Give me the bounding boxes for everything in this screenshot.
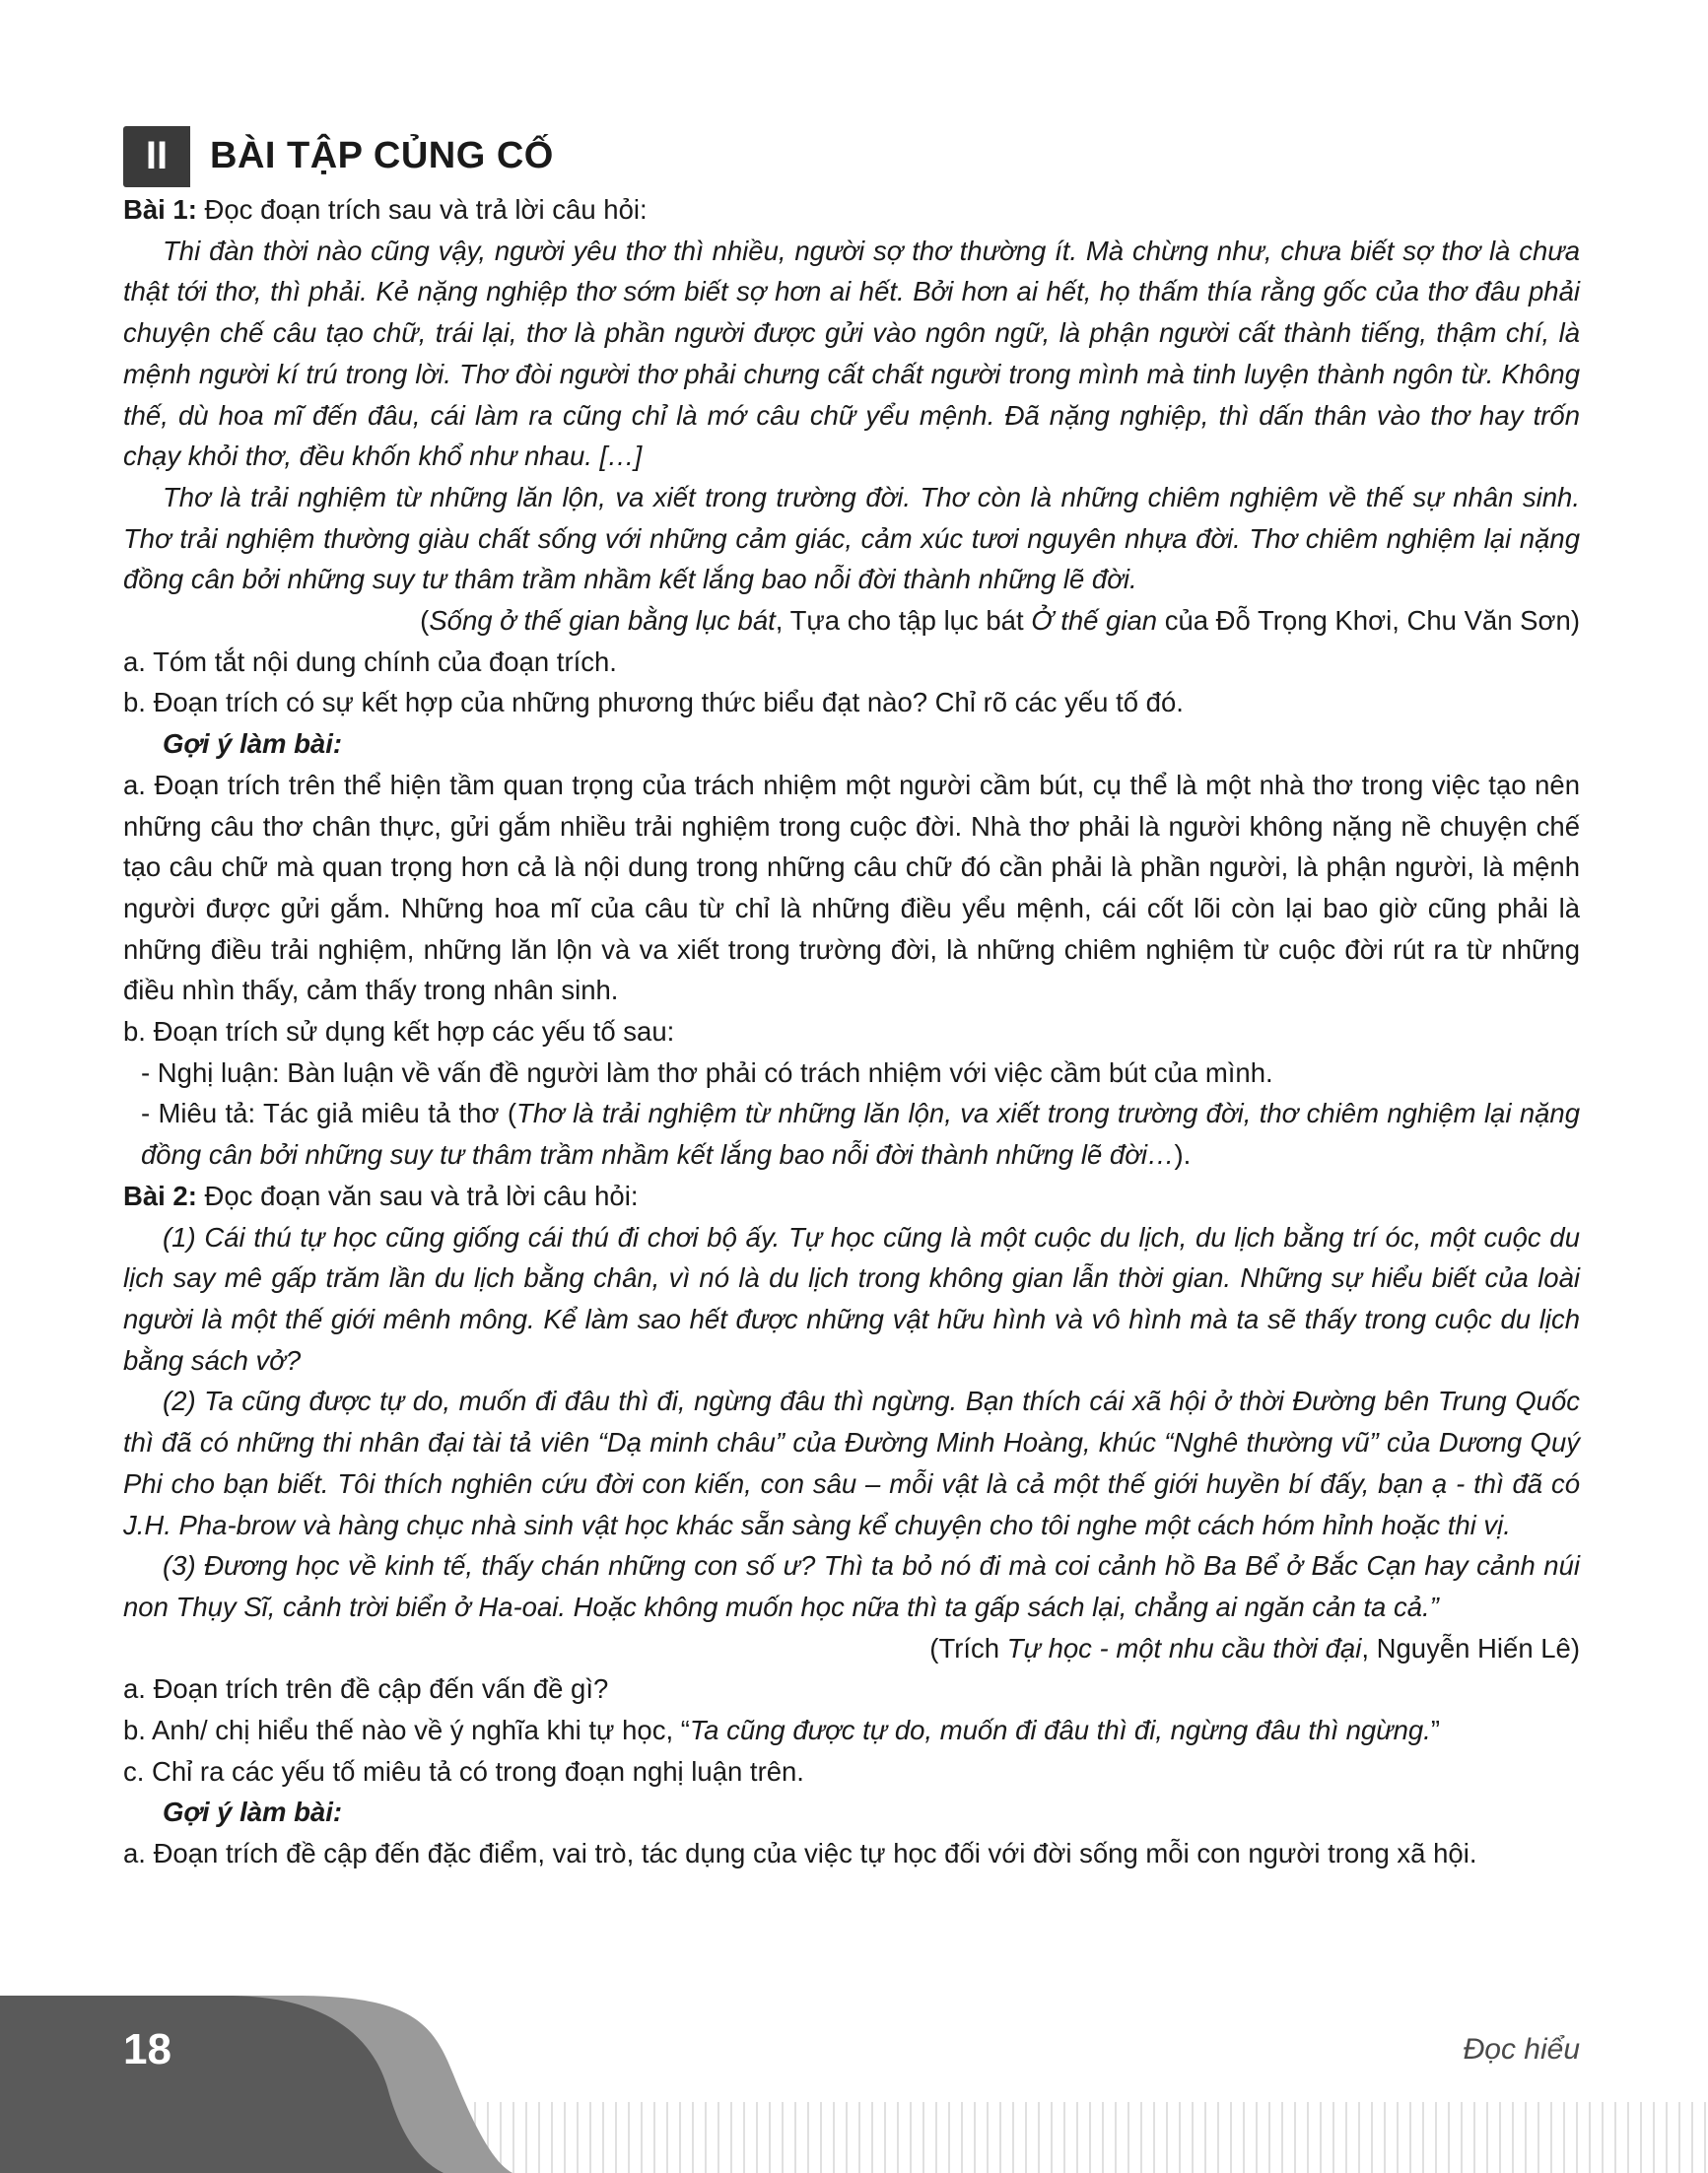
section-title: BÀI TẬP CỦNG CỐ xyxy=(210,135,554,177)
exercise-1-label: Bài 1: xyxy=(123,194,197,225)
exercise-1-hint-heading: Gợi ý làm bài: xyxy=(163,728,342,760)
exercise-1-question-a: a. Tóm tắt nội dung chính của đoạn trích. xyxy=(123,645,617,677)
exercise-2-answer-a: a. Đoạn trích đề cập đến đặc điểm, vai trò, tác dụng của việc tự học đối với đời sống mỗi con người trong xã hội. xyxy=(123,1838,1477,1869)
exercise-1-answer-b: b. Đoạn trích sử dụng kết hợp các yếu tố sau: xyxy=(123,1016,675,1048)
exercise-2-prompt: Bài 2: Đọc đoạn văn sau và trả lời câu hỏi: xyxy=(123,1180,639,1211)
exercise-2-passage-1: (1) Cái thú tự học cũng giống cái thú đi chơi bộ ấy. Tự học cũng là một cuộc du lịch, du lịch bằng trí óc, một cuộc du lịch say mê gấp trăm lần du lịch bằng chân, vì nó là du lịch trong không gian lẫn thời gian. Những sự hiểu biết của loài người là một thế giới mênh mông. Kể làm sao hết được những vật hữu hình và vô hình mà ta sẽ thấy trong cuộc du lịch bằng sách vở? xyxy=(123,1221,1580,1376)
page-number: 18 xyxy=(123,2025,171,2073)
exercise-1-question-b: b. Đoạn trích có sự kết hợp của những phương thức biểu đạt nào? Chỉ rõ các yếu tố đó. xyxy=(123,687,1184,718)
exercise-2-hint-heading: Gợi ý làm bài: xyxy=(163,1797,342,1828)
footer-label: Đọc hiểu xyxy=(1463,2033,1580,2066)
exercise-1-answer-b-item-2: - Miêu tả: Tác giả miêu tả thơ (Thơ là trải nghiệm từ những lăn lộn, va xiết trong trường đời, thơ chiêm nghiệm lại nặng đồng cân bởi những suy tư thâm trầm nhầm kết lắng bao nỗi đời thành những lẽ đời…). xyxy=(141,1098,1581,1171)
section-heading xyxy=(123,126,1580,187)
footer-stripes xyxy=(414,2102,1708,2173)
exercise-2-passage-2: (2) Ta cũng được tự do, muốn đi đâu thì đi, ngừng đâu thì ngừng. Bạn thích cái xã hội ở thời Đường bên Trung Quốc thì đã có những thi nhân đại tài tả viên “Dạ minh châu” của Đường Minh Hoàng, khúc “Nghê thường vũ” của Dương Quý Phi cho bạn biết. Tôi thích nghiên cứu đời con kiến, con sâu – mỗi vật là cả một thế giới huyền bí đấy, bạn ạ - thì đã có J.H. Pha-brow và hàng chục nhà sinh vật học khác sẵn sàng kể chuyện cho tôi nghe một cách hóm hỉnh hoặc thi vị. xyxy=(123,1386,1580,1540)
exercise-1-passage-2: Thơ là trải nghiệm từ những lăn lộn, va xiết trong trường đời. Thơ còn là những chiêm nghiệm về thế sự nhân sinh. Thơ trải nghiệm thường giàu chất sống với những cảm giác, cảm xúc tươi nguyên nhựa đời. Thơ chiêm nghiệm lại nặng đồng cân bởi những suy tư thâm trầm nhầm kết lắng bao nỗi đời thành những lẽ đời. xyxy=(123,481,1580,595)
exercise-2-question-c: c. Chỉ ra các yếu tố miêu tả có trong đoạn nghị luận trên. xyxy=(123,1755,804,1787)
exercise-2-question-a: a. Đoạn trích trên đề cập đến vấn đề gì? xyxy=(123,1673,609,1705)
page-content xyxy=(123,126,1580,1874)
exercise-1-passage-1: Thi đàn thời nào cũng vậy, người yêu thơ thì nhiều, người sợ thơ thường ít. Mà chừng như, chưa biết sợ thơ là chưa thật tới thơ, thì phải. Kẻ nặng nghiệp thơ sớm biết sợ hơn ai hết. Bởi hơn ai hết, họ thấm thía rằng gốc của thơ đâu phải chuyện chế câu tạo chữ, trái lại, thơ là phần người được gửi vào ngôn ngữ, là phận người cất thành tiếng, thậm chí, là mệnh người kí trú trong lời. Thơ đòi người thơ phải chưng cất chất người trong mình mà tinh luyện thành ngôn từ. Không thế, dù hoa mĩ đến đâu, cái làm ra cũng chỉ là mớ câu chữ yểu mệnh. Đã nặng nghiệp, thì dấn thân vào thơ hay trốn chạy khỏi thơ, đều khốn khổ như nhau. […] xyxy=(123,235,1580,472)
exercise-2-question-b: b. Anh/ chị hiểu thế nào về ý nghĩa khi tự học, “Ta cũng được tự do, muốn đi đâu thì đi, ngừng đâu thì ngừng.” xyxy=(123,1715,1440,1746)
exercise-2-label: Bài 2: xyxy=(123,1180,197,1211)
footer-decoration xyxy=(0,1996,1708,2173)
exercise-1-prompt: Bài 1: Đọc đoạn trích sau và trả lời câu hỏi: xyxy=(123,194,648,225)
section-badge: II xyxy=(123,126,190,187)
exercise-1-answer-b-item-1: - Nghị luận: Bàn luận về vấn đề người làm thơ phải có trách nhiệm với việc cầm bút của mình. xyxy=(141,1056,1273,1088)
exercise-1-answer-a: a. Đoạn trích trên thể hiện tầm quan trọng của trách nhiệm một người cầm bút, cụ thể là một nhà thơ trong việc tạo nên những câu thơ chân thực, gửi gắm nhiều trải nghiệm trong cuộc đời. Nhà thơ phải là người không nặng nề chuyện chế tạo câu chữ mà quan trọng hơn cả là nội dung trong những câu chữ đó cần phải là phần người, là phận người, là mệnh người được gửi gắm. Những hoa mĩ của câu từ chỉ là những điều yểu mệnh, cái cốt lõi còn lại bao giờ cũng phải là những điều trải nghiệm, những lăn lộn và va xiết trong trường đời, là những chiêm nghiệm từ cuộc đời rút ra từ những điều nhìn thấy, cảm thấy trong nhân sinh. xyxy=(123,769,1580,1006)
exercise-1-source: (Sống ở thế gian bằng lục bát, Tựa cho tập lục bát Ở thế gian của Đỗ Trọng Khơi, Chu Văn Sơn) xyxy=(420,605,1580,637)
exercise-2-source: (Trích Tự học - một nhu cầu thời đại, Nguyễn Hiến Lê) xyxy=(929,1632,1580,1664)
exercise-2-passage-3: (3) Đương học về kinh tế, thấy chán những con số ư? Thì ta bỏ nó đi mà coi cảnh hồ Ba Bể ở Bắc Cạn hay cảnh núi non Thụy Sĩ, cảnh trời biển ở Ha-oai. Hoặc không muốn học nữa thì ta gấp sách lại, chẳng ai ngăn cản ta cả.” xyxy=(123,1550,1580,1622)
